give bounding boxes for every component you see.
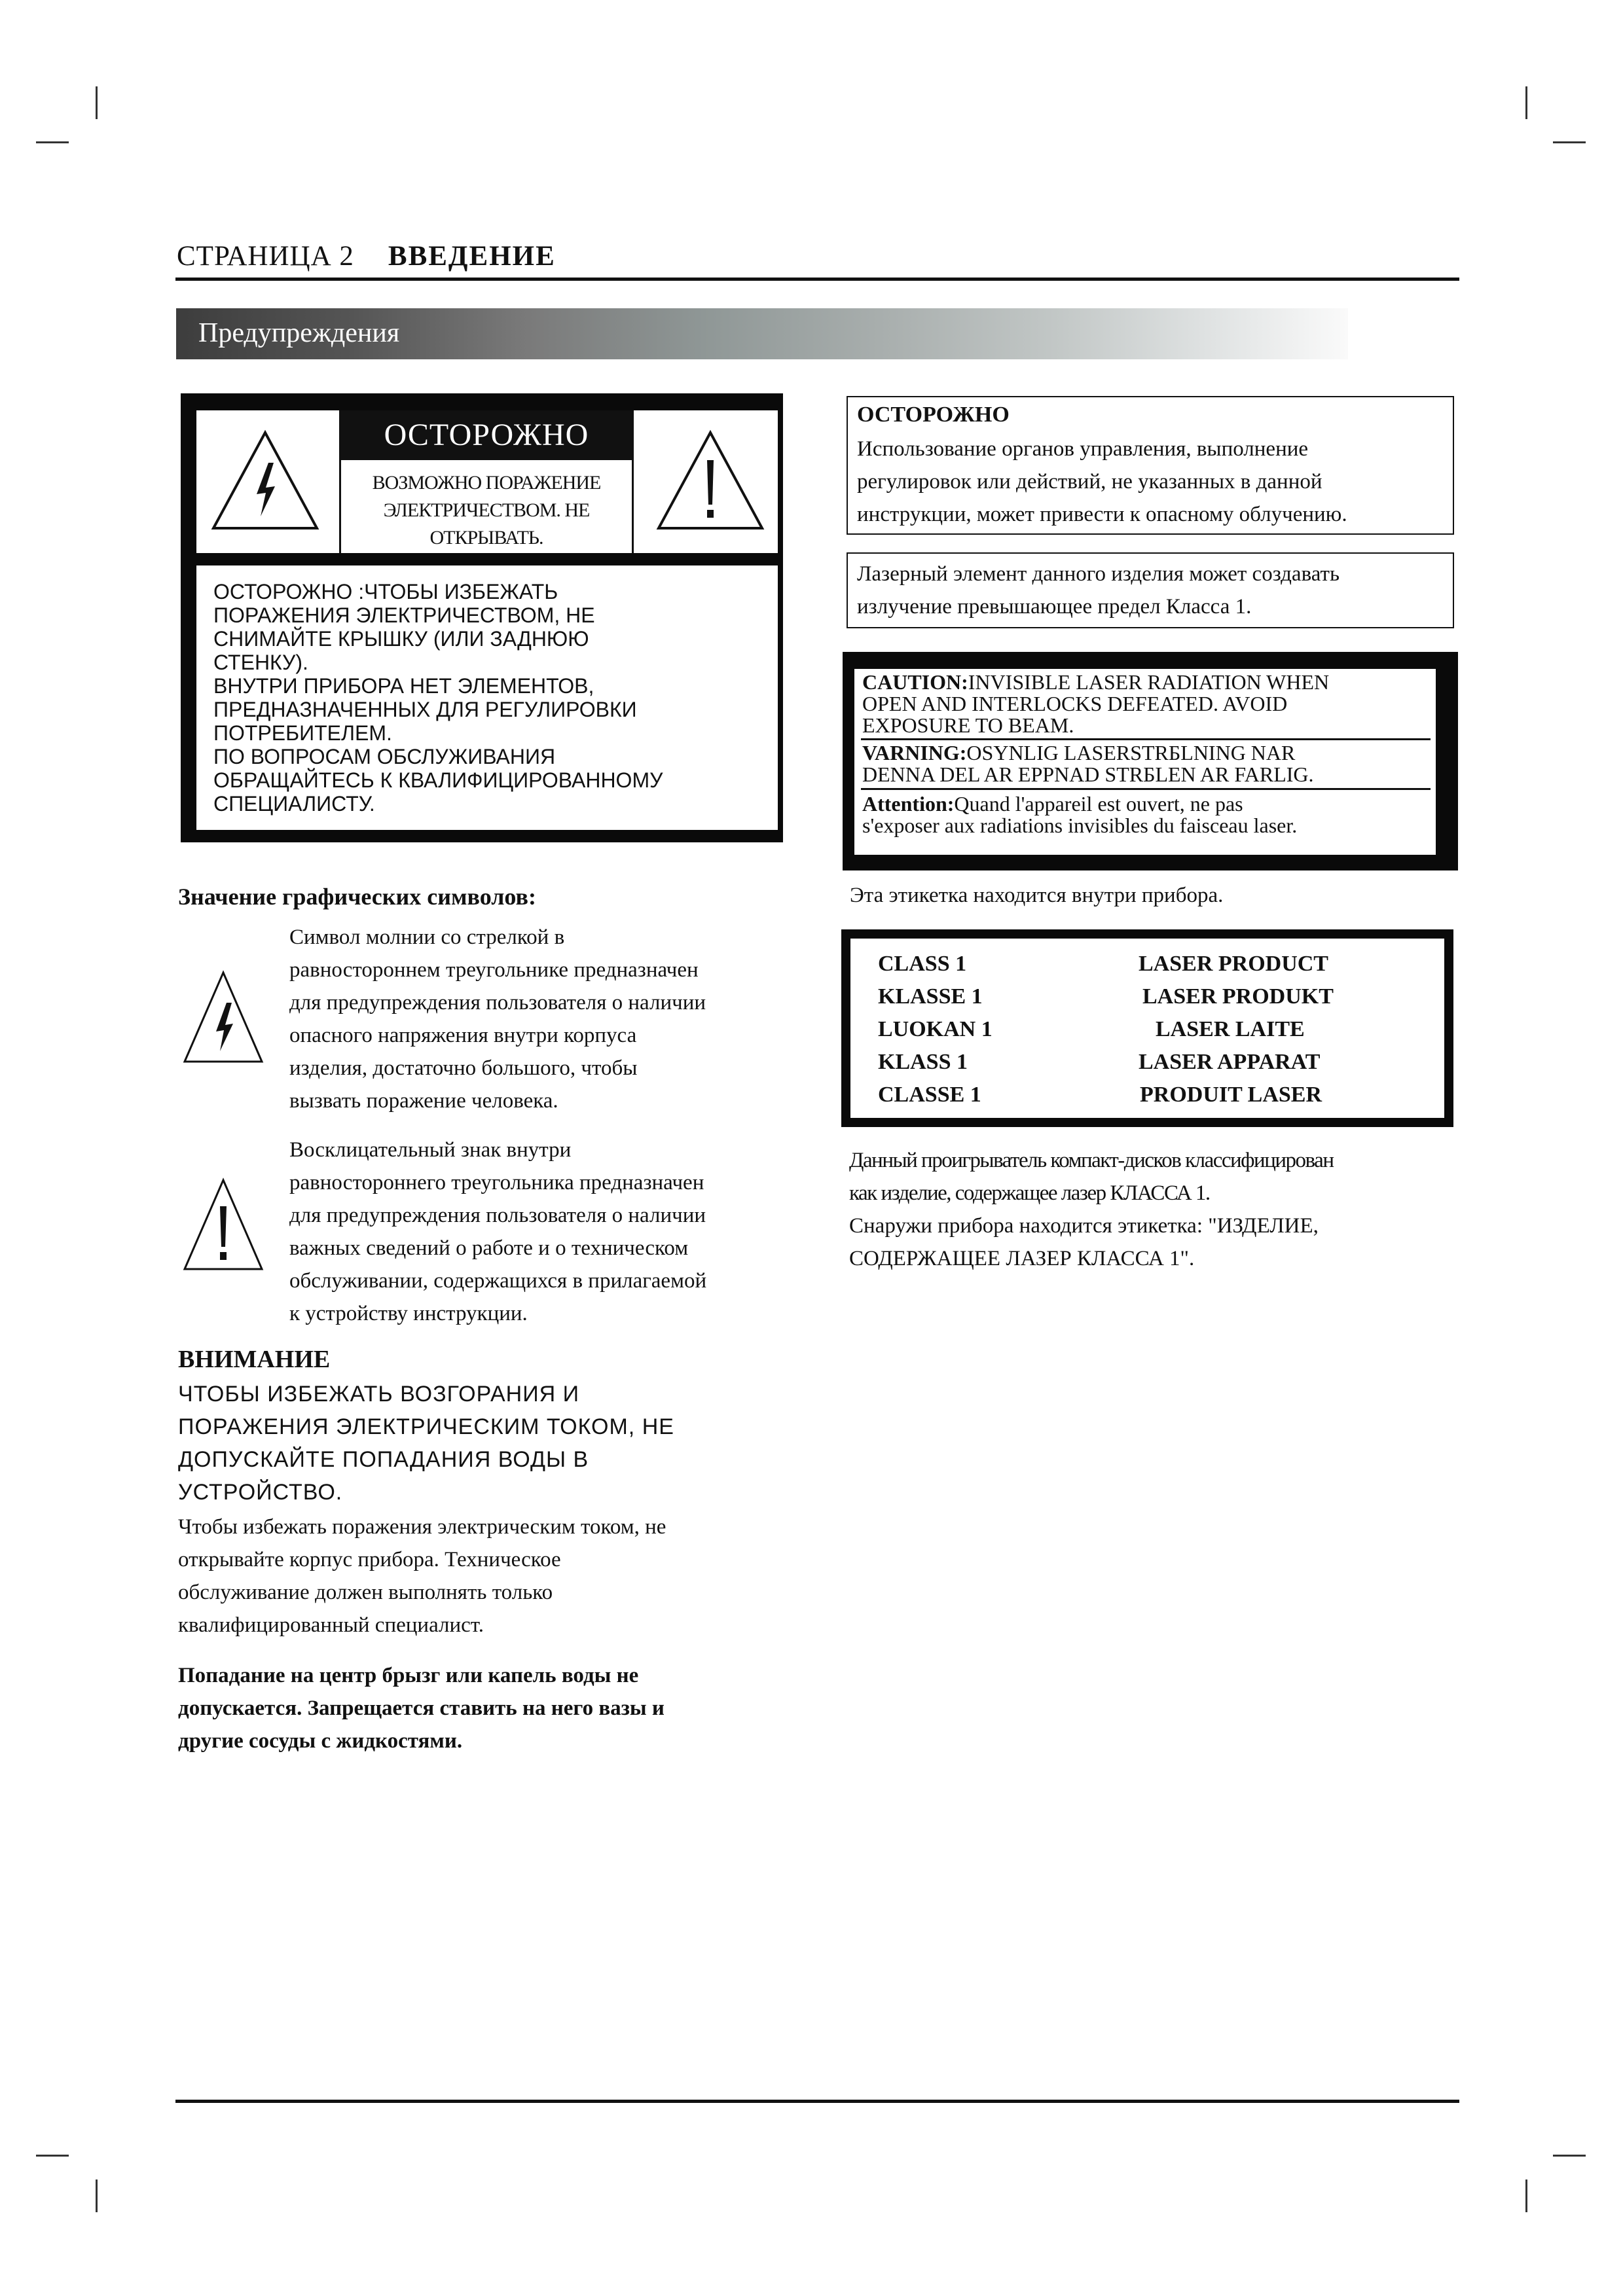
text-line: излучение превышающее предел Класса 1. bbox=[857, 595, 1252, 619]
text-line: опасного напряжения внутри корпуса bbox=[289, 1024, 637, 1047]
exclamation-triangle-icon bbox=[655, 429, 766, 533]
laser-caution-head: CAUTION: bbox=[862, 670, 968, 694]
caution-instructions: ОСТОРОЖНО :ЧТОБЫ ИЗБЕЖАТЬ ПОРАЖЕНИЯ ЭЛЕКТРИЧЕСТВОМ, НЕ СНИМАЙТЕ КРЫШКУ (ИЛИ ЗАДНЮЮ СТЕНКУ). ВНУТРИ ПРИБОРА НЕТ ЭЛЕМЕНТОВ, ПРЕДНАЗНАЧЕННЫХ ДЛЯ РЕГУЛИРОВКИ ПОТРЕБИТЕЛЕМ. ПО ВОПРОСАМ ОБСЛУЖИВАНИЯ ОБРАЩАЙТЕСЬ К КВАЛИФИЦИРОВАННОМУ СПЕЦИАЛИСТУ. bbox=[213, 580, 663, 816]
warning-body-text bbox=[178, 1511, 767, 1641]
text-line: изделия, достаточно большого, чтобы bbox=[289, 1056, 638, 1080]
caution-instructions-panel bbox=[196, 565, 778, 830]
crop-mark bbox=[1525, 86, 1527, 119]
text-line: Символ молнии со стрелкой в bbox=[289, 925, 565, 949]
lightning-triangle-icon bbox=[210, 429, 321, 533]
text-line: Чтобы избежать поражения электрическим током, не bbox=[178, 1515, 666, 1539]
right-caution-box bbox=[847, 396, 1454, 535]
caution-label-subtext bbox=[341, 469, 632, 552]
text-line: ЧТОБЫ ИЗБЕЖАТЬ ВОЗГОРАНИЯ И bbox=[178, 1382, 580, 1407]
text-line: равностороннем треугольнике предназначен bbox=[289, 958, 699, 982]
caution-label bbox=[339, 410, 634, 553]
laser-caution-block bbox=[862, 672, 1432, 736]
crop-mark bbox=[96, 2179, 98, 2212]
lightning-symbol-description bbox=[289, 921, 787, 1117]
text-line: другие сосуды с жидкостями. bbox=[178, 1729, 463, 1753]
class-row-right: LASER PRODUKT bbox=[1142, 984, 1334, 1009]
text-line: s'exposer aux radiations invisibles du faisceau laser. bbox=[862, 814, 1298, 837]
laser-attention-block bbox=[862, 793, 1432, 836]
text-line: INVISIBLE LASER RADIATION WHEN bbox=[968, 670, 1330, 694]
warning-caps-text bbox=[178, 1378, 767, 1509]
text-line: регулировок или действий, не указанных в данной bbox=[857, 470, 1322, 493]
class-row-right: PRODUIT LASER bbox=[1140, 1083, 1322, 1107]
laser-varning-head: VARNING: bbox=[862, 741, 967, 764]
text-line: Использование органов управления, выполнение bbox=[857, 437, 1309, 461]
crop-mark bbox=[1525, 2179, 1527, 2212]
crop-mark bbox=[36, 2155, 69, 2157]
text-line: как изделие, содержащее лазер КЛАССА 1. bbox=[849, 1181, 1210, 1205]
text-line: Восклицательный знак внутри bbox=[289, 1138, 572, 1162]
crop-mark bbox=[1553, 141, 1586, 143]
banner-title: Предупреждения bbox=[198, 318, 400, 348]
caution-sub-line: ВОЗМОЖНО ПОРАЖЕНИЕ bbox=[372, 472, 601, 493]
text-line: EXPOSURE TO BEAM. bbox=[862, 713, 1074, 737]
text-line: ДОПУСКАЙТЕ ПОПАДАНИЯ ВОДЫ В bbox=[178, 1447, 589, 1472]
laser-label-divider bbox=[861, 788, 1431, 790]
warning-heading: ВНИМАНИЕ bbox=[178, 1346, 331, 1373]
page-header bbox=[177, 240, 556, 272]
right-caution-heading: ОСТОРОЖНО bbox=[857, 403, 1010, 427]
class-description bbox=[849, 1144, 1458, 1275]
class-row-left: LUOKAN 1 bbox=[878, 1017, 993, 1041]
class-row-left: KLASS 1 bbox=[878, 1050, 968, 1074]
text-line: Попадание на центр брызг или капель воды не bbox=[178, 1664, 639, 1687]
footer-rule bbox=[175, 2100, 1459, 2103]
text-line: обслуживание должен выполнять только bbox=[178, 1581, 553, 1604]
text-line: OPEN AND INTERLOCKS DEFEATED. AVOID bbox=[862, 692, 1288, 715]
caution-label-heading: ОСТОРОЖНО bbox=[341, 410, 632, 460]
section-title: ВВЕДЕНИЕ bbox=[388, 241, 556, 272]
text-line: OSYNLIG LASERSTRБLNING NAR bbox=[966, 741, 1296, 764]
text-line: Quand l'appareil est ouvert, ne pas bbox=[954, 792, 1243, 816]
text-line: УСТРОЙСТВО. bbox=[178, 1480, 343, 1505]
symbols-heading: Значение графических символов: bbox=[178, 884, 536, 910]
text-line: инструкции, может привести к опасному облучению. bbox=[857, 503, 1347, 526]
text-line: вызвать поражение человека. bbox=[289, 1089, 558, 1113]
exclamation-symbol-description bbox=[289, 1134, 787, 1330]
class1-label-panel bbox=[850, 939, 1444, 1118]
text-line: DENNA DEL AR EPPNAD STRБLEN AR FARLIG. bbox=[862, 762, 1314, 786]
text-line: равностороннего треугольника предназначен bbox=[289, 1171, 704, 1194]
text-line: квалифицированный специалист. bbox=[178, 1613, 484, 1637]
text-line: Снаружи прибора находится этикетка: "ИЗДЕЛИЕ, bbox=[849, 1214, 1319, 1238]
section-banner bbox=[176, 308, 1348, 359]
crop-mark bbox=[1553, 2155, 1586, 2157]
exclamation-triangle-icon bbox=[181, 1176, 266, 1274]
right-caution-text bbox=[857, 433, 1446, 531]
laser-note-text bbox=[857, 558, 1446, 623]
laser-label-divider bbox=[861, 738, 1431, 740]
class-row-left: KLASSE 1 bbox=[878, 984, 983, 1009]
class-row-right: LASER APPARAT bbox=[1139, 1050, 1321, 1074]
class-row-right: LASER LAITE bbox=[1156, 1017, 1305, 1041]
laser-warning-label bbox=[843, 652, 1458, 870]
text-line: обслуживании, содержащихся в прилагаемой bbox=[289, 1269, 707, 1293]
text-line: ПОРАЖЕНИЯ ЭЛЕКТРИЧЕСКИМ ТОКОМ, НЕ bbox=[178, 1414, 674, 1439]
laser-varning-block bbox=[862, 742, 1432, 785]
text-line: Лазерный элемент данного изделия может создавать bbox=[857, 562, 1340, 586]
text-line: открывайте корпус прибора. Техническое bbox=[178, 1548, 561, 1571]
text-line: допускается. Запрещается ставить на него вазы и bbox=[178, 1696, 665, 1720]
caution-sub-line: ОТКРЫВАТЬ. bbox=[429, 527, 543, 548]
crop-mark bbox=[96, 86, 98, 119]
caution-sub-line: ЭЛЕКТРИЧЕСТВОМ. НЕ bbox=[383, 499, 590, 521]
warning-water-notice bbox=[178, 1659, 767, 1757]
text-line: важных сведений о работе и о техническом bbox=[289, 1236, 689, 1260]
laser-note-box bbox=[847, 552, 1454, 628]
crop-mark bbox=[36, 141, 69, 143]
text-line: к устройству инструкции. bbox=[289, 1302, 528, 1325]
label-location-note: Эта этикетка находится внутри прибора. bbox=[850, 884, 1224, 907]
text-line: для предупреждения пользователя о наличии bbox=[289, 991, 706, 1014]
laser-attention-head: Attention: bbox=[862, 792, 955, 816]
page-number-label: СТРАНИЦА 2 bbox=[177, 241, 354, 272]
text-line: Данный проигрыватель компакт-дисков классифицирован bbox=[849, 1149, 1334, 1172]
text-line: для предупреждения пользователя о наличии bbox=[289, 1204, 706, 1227]
class1-label bbox=[841, 929, 1453, 1127]
class-row-right: LASER PRODUCT bbox=[1139, 952, 1328, 976]
class-row-left: CLASS 1 bbox=[878, 952, 967, 976]
laser-warning-panel bbox=[854, 669, 1436, 855]
class-row-left: CLASSE 1 bbox=[878, 1083, 981, 1107]
header-rule bbox=[175, 278, 1459, 281]
lightning-triangle-icon bbox=[181, 969, 266, 1067]
text-line: СОДЕРЖАЩЕЕ ЛАЗЕР КЛАССА 1". bbox=[849, 1247, 1195, 1270]
